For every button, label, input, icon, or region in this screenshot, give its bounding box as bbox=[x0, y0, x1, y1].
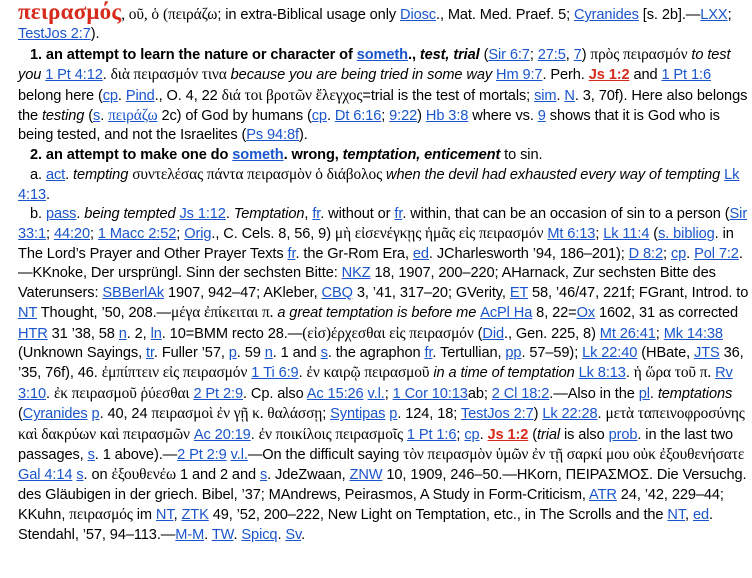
link-ref-highlight[interactable]: Js 1:2 bbox=[588, 67, 630, 84]
sense-2a bbox=[18, 165, 752, 205]
link-ref-highlight[interactable]: Js 1:2 bbox=[487, 426, 529, 443]
link-cp[interactable]: cp bbox=[102, 87, 118, 104]
link-ref[interactable]: Mt 6:13 bbox=[547, 226, 596, 243]
text: (Unknown Sayings, bbox=[18, 344, 146, 361]
text: ) bbox=[533, 406, 543, 423]
link-ref[interactable]: 9:22 bbox=[389, 108, 418, 125]
gloss: temptations bbox=[657, 385, 733, 402]
sense-1: 1. an attempt to learn the nature or character of someth., test, trial (Sir 6:7; 27:5, 7) πρὸς πειρασμόν to test you 1 Pt 4:12. διὰ πειρασμόν τινα because you are being tried in some way Hm 9:7. Perh. Js 1:2 and 1 Pt 1:6 belong here (cp. Pind., O. 4, 22 διά τοι βροτῶν ἔλεγχος=trial is the test of mortals; sim. N. 3, 70f). Here also belongs the testing (s. πειράζω 2c) of God by humans (cp. Dt 6:16; 9:22) Hb 3:8 where vs. 9 shows that it is God who is being tested, and not the Israelites (Ps 94:8f). bbox=[18, 45, 748, 144]
greek: πειρασμοὶ ἐν γῇ κ. θαλάσσῃ bbox=[151, 405, 323, 423]
link-ref[interactable]: Lk 4:13 bbox=[18, 167, 740, 203]
link-cbq[interactable]: CBQ bbox=[321, 284, 353, 301]
link-ox[interactable]: Ox bbox=[576, 305, 596, 322]
text: ., O. 4, 22 bbox=[154, 87, 218, 104]
link-sim[interactable]: sim bbox=[534, 87, 557, 104]
text: . 2, bbox=[126, 325, 151, 342]
link-ref[interactable]: Pol 7:2 bbox=[694, 245, 739, 262]
link-ztk[interactable]: ZTK bbox=[181, 507, 209, 524]
text: ab; bbox=[467, 385, 492, 402]
sense-2-label: 2. an attempt to make one do bbox=[30, 146, 233, 163]
link-znw[interactable]: ZNW bbox=[349, 467, 383, 484]
link-ref[interactable]: 1 Cor 10:13 bbox=[392, 385, 468, 402]
gloss: tempting bbox=[73, 167, 129, 184]
text: and bbox=[629, 67, 662, 84]
text: 24, ’42, 229–44; KKuhn, bbox=[18, 486, 724, 524]
text: ., bbox=[408, 46, 420, 63]
link-s[interactable]: s bbox=[87, 446, 95, 463]
link-p[interactable]: p bbox=[91, 406, 100, 423]
text: . Fuller ’57, bbox=[153, 344, 229, 361]
link-ln[interactable]: ln bbox=[150, 325, 162, 342]
text: 1 and 2 and bbox=[176, 467, 260, 484]
link-sbberlak[interactable]: SBBerlAk bbox=[102, 284, 165, 301]
text: . 3, 70f). Here also belongs the bbox=[18, 87, 748, 125]
text: (HBate, bbox=[637, 344, 694, 361]
grammar: , οῦ, ὁ bbox=[121, 6, 159, 23]
text: .—KKnoke, Der ursprüngl. Sinn der sechsten Bitte: bbox=[18, 245, 743, 282]
text: . 10=BMM recto 28.— bbox=[161, 325, 303, 342]
link-ref[interactable]: Sir 33:1 bbox=[18, 206, 748, 243]
text: ; bbox=[322, 406, 331, 423]
text: ). bbox=[298, 127, 308, 144]
text: . bbox=[301, 526, 306, 543]
gloss: a great temptation is before me bbox=[273, 305, 481, 322]
text: im bbox=[132, 507, 156, 524]
link-cyranides[interactable]: Cyranides bbox=[22, 406, 88, 423]
link-someth[interactable]: someth bbox=[356, 46, 408, 63]
entry-intro bbox=[18, 2, 752, 45]
greek: ἡ ὥρα τοῦ π. bbox=[633, 364, 712, 382]
link-n[interactable]: n bbox=[264, 344, 273, 361]
text: . 40, 24 bbox=[99, 406, 148, 423]
text: . 59 bbox=[236, 344, 265, 361]
link-ref[interactable]: 7 bbox=[573, 46, 582, 63]
link-jts[interactable]: JTS bbox=[694, 344, 720, 361]
text: . 1 and bbox=[272, 344, 321, 361]
greek: ἐξουθενέω bbox=[111, 466, 177, 484]
link-n[interactable]: n bbox=[118, 325, 127, 342]
link-cp[interactable]: cp bbox=[311, 108, 327, 125]
link-atr[interactable]: ATR bbox=[589, 486, 617, 503]
link-tr[interactable]: tr bbox=[145, 344, 154, 361]
link-pp[interactable]: pp bbox=[505, 344, 522, 361]
greek: (εἰσ)έρχεσθαι εἰς πειρασμόν bbox=[302, 324, 474, 342]
sense-2-gloss: temptation, enticement bbox=[342, 146, 501, 163]
text: .—Also in the bbox=[549, 385, 639, 402]
text: to sin. bbox=[500, 146, 543, 163]
greek: διά τοι βροτῶν ἔλεγχος bbox=[221, 86, 363, 104]
text: 8, 22= bbox=[532, 305, 577, 322]
link-cp[interactable]: cp bbox=[464, 426, 480, 443]
text: . Perh. bbox=[542, 67, 589, 84]
text: . 1 above).— bbox=[94, 446, 178, 463]
link-syntipas[interactable]: Syntipas bbox=[330, 406, 386, 423]
link-ed[interactable]: ed bbox=[412, 245, 429, 262]
link-p[interactable]: p bbox=[228, 344, 237, 361]
link-ref[interactable]: 1 Pt 4:12 bbox=[45, 67, 103, 84]
link-ed[interactable]: ed bbox=[692, 507, 710, 524]
sense-1-label: 1. an attempt to learn the nature or character of bbox=[30, 46, 357, 63]
text: belong here ( bbox=[18, 87, 103, 104]
link-ref[interactable]: 1 Pt 1:6 bbox=[406, 426, 457, 443]
text: . bbox=[233, 526, 242, 543]
link-fr[interactable]: fr bbox=[287, 245, 296, 262]
gloss: because you are being tried in some way bbox=[230, 67, 493, 84]
link-someth[interactable]: someth bbox=[232, 146, 284, 163]
gloss: in a time of temptation bbox=[433, 365, 575, 382]
text: shows that it is God who is being tested, and not the Israelites ( bbox=[18, 108, 720, 144]
link-nt[interactable]: NT bbox=[18, 305, 37, 322]
greek: ἐκ πειρασμοῦ ῥύεσθαι bbox=[53, 384, 190, 402]
etymology-text: ; in extra-Biblical usage only bbox=[217, 7, 400, 23]
link-n[interactable]: N bbox=[564, 87, 575, 104]
link-lxx[interactable]: LXX bbox=[700, 7, 728, 23]
greek: συντελέσας πάντα πειρασμὸν ὁ διάβολος bbox=[132, 166, 383, 184]
text: , bbox=[685, 507, 693, 524]
headword: πειρασμός bbox=[18, 0, 122, 24]
link-ref[interactable]: Gal 4:14 bbox=[18, 467, 73, 484]
text: . wrong, bbox=[283, 146, 343, 163]
link-ref[interactable]: Lk 8:13 bbox=[578, 365, 626, 382]
text: . without or bbox=[320, 206, 395, 223]
link-ref[interactable]: Mt 26:41 bbox=[599, 325, 656, 342]
link-diosc[interactable]: Diosc bbox=[400, 7, 436, 23]
greek: διὰ πειρασμόν τινα bbox=[110, 66, 227, 84]
text: . Cp. also bbox=[242, 385, 307, 402]
text: =trial is the test of mortals; bbox=[362, 87, 535, 104]
link-ref[interactable]: Rv 3:10 bbox=[18, 365, 733, 402]
text: ., C. Cels. 8, 56, 9) bbox=[211, 226, 331, 243]
etymology-greek: (πειράζω bbox=[162, 6, 218, 23]
link-ref[interactable]: Lk 22:40 bbox=[582, 344, 638, 361]
link-ref[interactable]: Hb 3:8 bbox=[425, 108, 469, 125]
text: . bbox=[204, 526, 212, 543]
text: . the agraphon bbox=[327, 344, 425, 361]
text: . bbox=[277, 526, 286, 543]
link-ref[interactable]: Lk 22:28 bbox=[542, 406, 598, 423]
text: where vs. bbox=[468, 108, 538, 125]
link-ref[interactable]: Ac 20:19 bbox=[193, 426, 251, 443]
text: . JdeZwaan, bbox=[267, 467, 350, 484]
link-acpl[interactable]: AcPl Ha bbox=[480, 305, 533, 322]
link-ref[interactable]: Hm 9:7 bbox=[496, 67, 543, 84]
text: . bbox=[649, 385, 658, 402]
greek: μετὰ ταπεινοφροσύνης καὶ δακρύων καὶ πειρασμῶν bbox=[18, 405, 745, 443]
link-testjos[interactable]: TestJos 2:7 bbox=[460, 406, 534, 423]
link-mm[interactable]: M-M bbox=[175, 526, 205, 543]
sense-2b: b. pass. being tempted Js 1:12. Temptation, fr. without or fr. within, that can be an occasion of sin to a person (Sir 33:1; 44:20; 1 Macc 2:52; Orig., C. Cels. 8, 56, 9) μὴ εἰσενέγκῃς ἡμᾶς εἰς πειρασμόν Mt 6:13; Lk 11:4 (s. bibliog. in The Lord’s Prayer and Other Prayer Texts fr. the Gr-Rom Era, ed. JCharlesworth ’94, 186–201); D 8:2; cp. Pol 7:2.—KKnoke, Der ursprüngl. Sinn der sechsten Bitte: NKZ 18, 1907, 200–220; AHarnack, Zur sechsten Bitte des Vaterunsers: SBBerlAk 1907, 942–47; AKleber, CBQ 3, ’41, 317–20; GVerity, ET 58, ’46/47, 221f; FGrant, Introd. to NT Thought, ’50, 208.—μέγα ἐπίκειται π. a great temptation is before me AcPl Ha 8, 22=Ox 1602, 31 as corrected HTR 31 ’38, 58 n. 2, ln. 10=BMM recto 28.—(εἰσ)έρχεσθαι εἰς πειρασμόν (Did., Gen. 225, 8) Mt 26:41; Mk 14:38 (Unknown Sayings, tr. Fuller ’57, p. 59 n. 1 and s. the agraphon fr. Tertullian, pp. 57–59); Lk 22:40 (HBate, JTS 36, ’35, 76f), 46. ἐμπίπτειν εἰς πειρασμόν 1 Ti 6:9. ἐν καιρῷ πειρασμοῦ in a time of temptation Lk 8:13. ἡ ὥρα τοῦ π. Rv 3:10. ἐκ πειρασμοῦ ῥύεσθαι 2 Pt 2:9. Cp. also Ac 15:26 v.l.; 1 Cor 10:13ab; 2 Cl 18:2.—Also in the pl. temptations (Cyranides p. 40, 24 πειρασμοὶ ἐν γῇ κ. θαλάσσῃ; Syntipas p. 124, 18; TestJos 2:7) Lk 22:28. μετὰ ταπεινοφροσύνης καὶ δακρύων καὶ πειρασμῶν Ac 20:19. ἐν ποικίλοις πειρασμοῖς 1 Pt 1:6; cp. Js 1:2 (trial is also prob. in the last two passages, s. 1 above).—2 Pt 2:9 v.l.—On the difficult saying τὸν πειρασμὸν ὑμῶν ἐν τῇ σαρκί μου οὐκ ἐξουθενήσατε Gal 4:14 s. on ἐξουθενέω 1 and 2 and s. JdeZwaan, ZNW 10, 1909, 246–50.—HKorn, ΠΕΙΡΑΣΜΟΣ. Die Versuchg. des Gläubigen in der griech. Bibel, ’37; MAndrews, Peirasmos, A Study in Form-Criticism, ATR 24, ’42, 229–44; KKuhn, πειρασμός im NT, ZTK 49, ’52, 200–222, New Light on Temptation, etc., in The Scrolls and the NT, ed. Stendahl, ’57, 94–113.—M-M. TW. Spicq. Sv. bbox=[18, 206, 749, 543]
link-et[interactable]: ET bbox=[509, 284, 529, 301]
text: ( bbox=[528, 426, 537, 443]
text: . 124, 18; bbox=[397, 406, 461, 423]
link-prob[interactable]: prob bbox=[608, 426, 638, 443]
link-pl[interactable]: pl bbox=[638, 385, 650, 402]
text: —On the difficult saying bbox=[247, 446, 400, 463]
link-bibliog[interactable]: s. bibliog bbox=[658, 226, 715, 243]
text: . 57–59); bbox=[521, 344, 583, 361]
text: ., Mat. Med. Praef. 5; bbox=[436, 7, 575, 23]
text: . the Gr-Rom Era, bbox=[295, 245, 413, 262]
text: . within, that can be an occasion of sin to a person ( bbox=[402, 206, 730, 223]
text: . Stendahl, ’57, 94–113.— bbox=[18, 507, 713, 543]
text: 49, ’52, 200–222, New Light on Temptation, etc., in The Scrolls and the bbox=[208, 507, 668, 524]
greek: μὴ εἰσενέγκῃς ἡμᾶς εἰς πειρασμόν bbox=[334, 225, 544, 243]
link-nkz[interactable]: NKZ bbox=[341, 265, 371, 282]
link-s[interactable]: s bbox=[259, 467, 268, 484]
gloss: trial bbox=[536, 426, 560, 443]
link-ref[interactable]: 2 Cl 18:2 bbox=[491, 385, 550, 402]
link-ref[interactable]: 2 Pt 2:9 bbox=[177, 446, 227, 463]
gloss: when the devil had exhausted every way of tempting bbox=[386, 167, 721, 184]
link-ref[interactable]: Mk 14:38 bbox=[663, 325, 723, 342]
text: . Tertullian, bbox=[432, 344, 506, 361]
greek: μέγα ἐπίκειται π. bbox=[171, 304, 274, 322]
text: ). bbox=[90, 26, 100, 43]
text: is also bbox=[560, 426, 609, 443]
text: , bbox=[173, 507, 182, 524]
text: ( bbox=[18, 406, 23, 423]
link-sv[interactable]: Sv bbox=[285, 526, 302, 543]
gloss: being tempted bbox=[84, 206, 176, 223]
text: [s. 2b].— bbox=[638, 7, 701, 23]
greek: ἐν ποικίλοις πειρασμοῖς bbox=[258, 425, 403, 443]
greek: τὸν πειρασμὸν ὑμῶν ἐν τῇ σαρκί μου οὐκ ἐξουθενήσατε bbox=[403, 445, 745, 463]
link-ref[interactable]: Js 1:12 bbox=[179, 206, 226, 223]
link-ref[interactable]: 1 Macc 2:52 bbox=[97, 226, 177, 243]
link-orig[interactable]: Orig bbox=[184, 226, 212, 243]
text: 58, ’46/47, 221f; FGrant, Introd. to bbox=[528, 284, 749, 301]
link-spicq[interactable]: Spicq bbox=[241, 526, 278, 543]
link-ref[interactable]: 2 Pt 2:9 bbox=[193, 385, 243, 402]
link-ref[interactable]: Ac 15:26 bbox=[306, 385, 364, 402]
text: Thought, ’50, 208.— bbox=[37, 305, 172, 322]
link-testjos[interactable]: TestJos 2:7 bbox=[18, 26, 91, 43]
link-cp[interactable]: cp bbox=[670, 245, 687, 262]
text: . in The Lord’s Prayer and Other Prayer Texts bbox=[18, 226, 734, 262]
link-vl[interactable]: v.l. bbox=[367, 385, 385, 402]
text: . JCharlesworth ’94, 186–201); bbox=[428, 245, 629, 262]
link-htr[interactable]: HTR bbox=[18, 325, 48, 342]
sense-1-gloss: test, trial bbox=[419, 46, 480, 63]
text: . in the last two passages, bbox=[18, 426, 734, 463]
gloss: testing bbox=[41, 108, 85, 125]
link-p[interactable]: p bbox=[389, 406, 398, 423]
link-nt[interactable]: NT bbox=[155, 507, 174, 524]
link-s[interactable]: s bbox=[320, 344, 328, 361]
link-ref[interactable]: Dt 6:16 bbox=[334, 108, 382, 125]
link-s[interactable]: s bbox=[92, 108, 101, 125]
text: 1907, 942–47; AKleber, bbox=[164, 284, 322, 301]
link-peirazo[interactable]: πειράζω bbox=[108, 107, 158, 125]
greek: ἐμπίπτειν εἰς πειρασμόν bbox=[101, 364, 248, 382]
text: ., Gen. 225, 8) bbox=[504, 325, 600, 342]
link-fr[interactable]: fr bbox=[394, 206, 403, 223]
link-ref[interactable]: D 8:2 bbox=[628, 245, 664, 262]
link-pind[interactable]: Pind bbox=[125, 87, 155, 104]
text: 31 ’38, 58 bbox=[47, 325, 119, 342]
text: 10, 1909, 246–50.—HKorn, ΠΕΙΡΑΣΜΟΣ. Die Versuchg. des Gläubigen in der griech. Bibel, ’37; MAndrews, Peirasmos, A Study in Form-Criticism, bbox=[18, 467, 747, 503]
greek: πειρασμός bbox=[69, 506, 133, 524]
link-ref[interactable]: Sir 6:7 bbox=[488, 46, 530, 63]
sense-2 bbox=[18, 146, 752, 165]
text: . bbox=[46, 186, 50, 203]
link-cyranides[interactable]: Cyranides bbox=[574, 7, 639, 23]
text: 36, ’35, 76f), 46. bbox=[18, 344, 744, 382]
text: b. bbox=[30, 206, 46, 223]
link-s[interactable]: s bbox=[76, 467, 84, 484]
text: ( bbox=[473, 325, 483, 342]
link-ref[interactable]: 1 Pt 1:6 bbox=[661, 67, 711, 84]
link-ref[interactable]: 44:20 bbox=[53, 226, 90, 243]
link-ref[interactable]: 27:5 bbox=[537, 46, 566, 63]
link-ref[interactable]: Lk 11:4 bbox=[603, 226, 650, 243]
link-ref[interactable]: 9 bbox=[537, 108, 546, 125]
text: ; bbox=[727, 7, 732, 23]
link-pass[interactable]: pass bbox=[45, 206, 77, 223]
text: . on bbox=[83, 467, 108, 484]
link-fr[interactable]: fr bbox=[312, 206, 321, 223]
gloss: Temptation bbox=[233, 206, 305, 223]
text: 1602, 31 as corrected bbox=[595, 305, 739, 322]
link-nt[interactable]: NT bbox=[667, 507, 686, 524]
link-act[interactable]: act bbox=[45, 167, 66, 184]
text: 2c) of God by humans ( bbox=[157, 108, 312, 125]
link-did[interactable]: Did bbox=[482, 325, 505, 342]
text: . bbox=[65, 167, 74, 184]
text: 3, ’41, 317–20; GVerity, bbox=[352, 284, 510, 301]
greek: πρὸς πειρασμόν bbox=[590, 45, 688, 63]
link-vl[interactable]: v.l. bbox=[230, 446, 248, 463]
greek: ἐν καιρῷ πειρασμοῦ bbox=[306, 364, 430, 382]
link-fr[interactable]: fr bbox=[424, 344, 433, 361]
gloss: to test you bbox=[18, 46, 731, 84]
link-ref[interactable]: Ps 94:8f bbox=[246, 127, 299, 144]
text: 18, 1907, 200–220; AHarnack, Zur sechsten Bitte des Vaterunsers: bbox=[18, 265, 716, 301]
text: a. bbox=[30, 167, 46, 184]
link-ref[interactable]: 1 Ti 6:9 bbox=[251, 365, 299, 382]
link-tw[interactable]: TW bbox=[211, 526, 234, 543]
